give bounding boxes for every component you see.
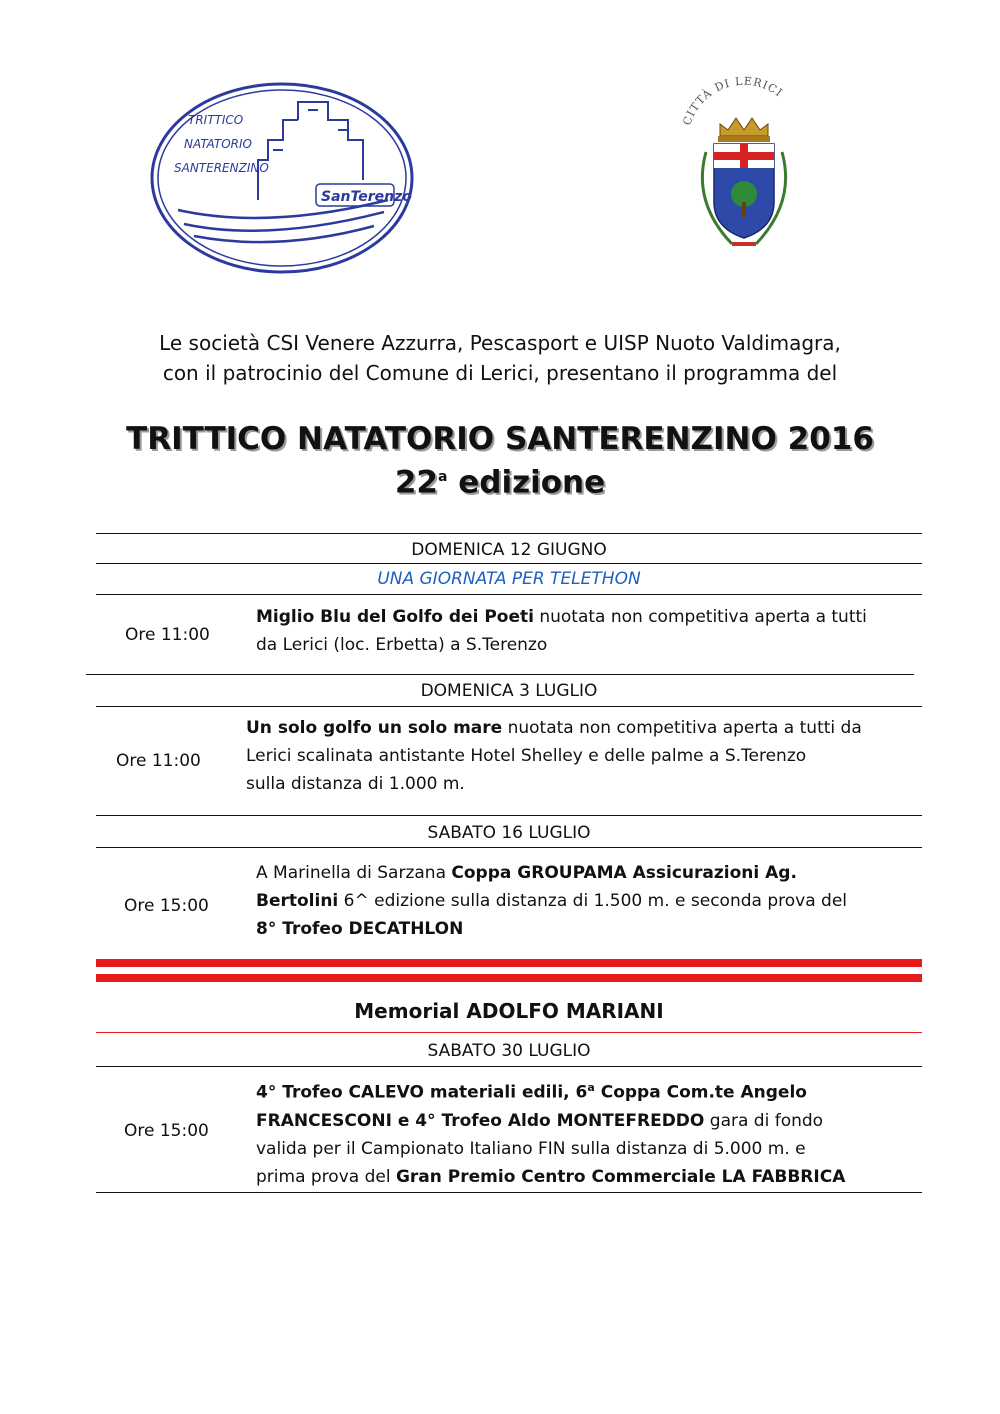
event-desc-3 xyxy=(256,859,926,943)
intro-text xyxy=(60,328,940,388)
divider-red xyxy=(96,1032,922,1033)
event-desc-1 xyxy=(256,603,926,659)
event-subtitle-1: UNA GIORNATA PER TELETHON xyxy=(377,569,641,589)
event-desc-2-line2: Lerici scalinata antistante Hotel Shelley e delle palme a S.Terenzo xyxy=(246,746,807,766)
event-desc-3-line2: 6^ edizione sulla distanza di 1.500 m. e seconda prova del xyxy=(338,891,847,911)
memorial-trophy-1: 4° Trofeo CALEVO materiali edili, 6 xyxy=(256,1082,588,1103)
logo-line2: NATATORIO xyxy=(184,137,252,151)
memorial-desc-line4: prima prova del xyxy=(256,1166,396,1187)
event-time-3: Ore 15:00 xyxy=(124,896,209,916)
title-edition xyxy=(40,458,960,501)
divider xyxy=(96,1192,922,1193)
edition-sup: a xyxy=(437,469,448,485)
divider xyxy=(96,815,922,816)
trittico-logo xyxy=(148,80,416,276)
memorial-heading xyxy=(96,998,922,1024)
event-desc-2-line1: nuotata non competitiva aperta a tutti da xyxy=(502,718,862,738)
divider xyxy=(96,563,922,564)
red-separator-top xyxy=(96,959,922,967)
event-name-3b: Bertolini xyxy=(256,891,339,911)
crest-arc-text: CITTÀ DI LERICI xyxy=(680,74,786,128)
divider xyxy=(96,847,922,848)
divider xyxy=(96,1066,922,1067)
memorial-trophy-1b: Coppa Com.te Angelo xyxy=(594,1082,807,1103)
event-name-2: Un solo golfo un solo mare xyxy=(246,718,503,738)
event-time-2: Ore 11:00 xyxy=(116,751,201,771)
event-name-3: Coppa GROUPAMA Assicurazioni Ag. xyxy=(451,863,797,883)
intro-line-1: Le società CSI Venere Azzurra, Pescasport e UISP Nuoto Valdimagra, xyxy=(159,331,841,355)
divider xyxy=(96,533,922,534)
memorial-day: SABATO 30 LUGLIO xyxy=(427,1041,591,1061)
event-name-1: Miglio Blu del Golfo dei Poeti xyxy=(256,607,534,627)
memorial-desc-line2: gara di fondo xyxy=(704,1110,824,1131)
title-main: TRITTICO NATATORIO SANTERENZINO 2016 xyxy=(126,421,874,457)
edition-word: edizione xyxy=(458,464,606,501)
memorial-desc xyxy=(256,1074,926,1191)
event-trophy-3: 8° Trofeo DECATHLON xyxy=(256,919,464,939)
memorial-grand-prix: Gran Premio Centro Commerciale LA FABBRICA xyxy=(395,1166,846,1187)
event-day-2: DOMENICA 3 LUGLIO xyxy=(420,681,598,701)
divider xyxy=(86,674,914,675)
lerici-crest xyxy=(676,72,812,262)
logo-line1: TRITTICO xyxy=(188,113,244,127)
event-desc-2-line3: sulla distanza di 1.000 m. xyxy=(246,774,465,794)
event-time-1: Ore 11:00 xyxy=(125,625,210,645)
svg-text:CITTÀ DI LERICI xyxy=(680,75,785,127)
memorial-desc-line3: valida per il Campionato Italiano FIN sulla distanza di 5.000 m. e xyxy=(256,1138,806,1159)
memorial-time: Ore 15:00 xyxy=(124,1121,209,1141)
event-desc-1-line1: nuotata non competitiva aperta a tutti xyxy=(533,607,867,627)
shield-icon xyxy=(714,144,774,238)
crown-icon xyxy=(718,118,770,142)
event-desc-2 xyxy=(246,714,926,798)
memorial-label: Memorial xyxy=(354,999,460,1023)
castle-icon xyxy=(258,102,363,200)
memorial-name: ADOLFO MARIANI xyxy=(466,999,664,1023)
intro-line-2: con il patrocinio del Comune di Lerici, presentano il programma del xyxy=(162,361,838,385)
divider xyxy=(96,706,922,707)
event-day-3: SABATO 16 LUGLIO xyxy=(427,823,591,843)
event-desc-1-line2: da Lerici (loc. Erbetta) a S.Terenzo xyxy=(256,635,548,655)
memorial-trophy-2: FRANCESCONI e 4° Trofeo Aldo MONTEFREDDO xyxy=(256,1110,705,1131)
edition-number: 22 xyxy=(394,464,438,501)
divider xyxy=(96,594,922,595)
event-day-1: DOMENICA 12 GIUGNO xyxy=(411,540,607,560)
event-title xyxy=(40,420,960,501)
logo-line3: SANTERENZINO xyxy=(174,161,269,175)
logo-badge: SanTerenzo xyxy=(321,189,412,205)
red-separator-bottom xyxy=(96,974,922,982)
event-desc-3-line1: A Marinella di Sarzana xyxy=(256,863,452,883)
memorial-sup: a xyxy=(587,1081,595,1094)
